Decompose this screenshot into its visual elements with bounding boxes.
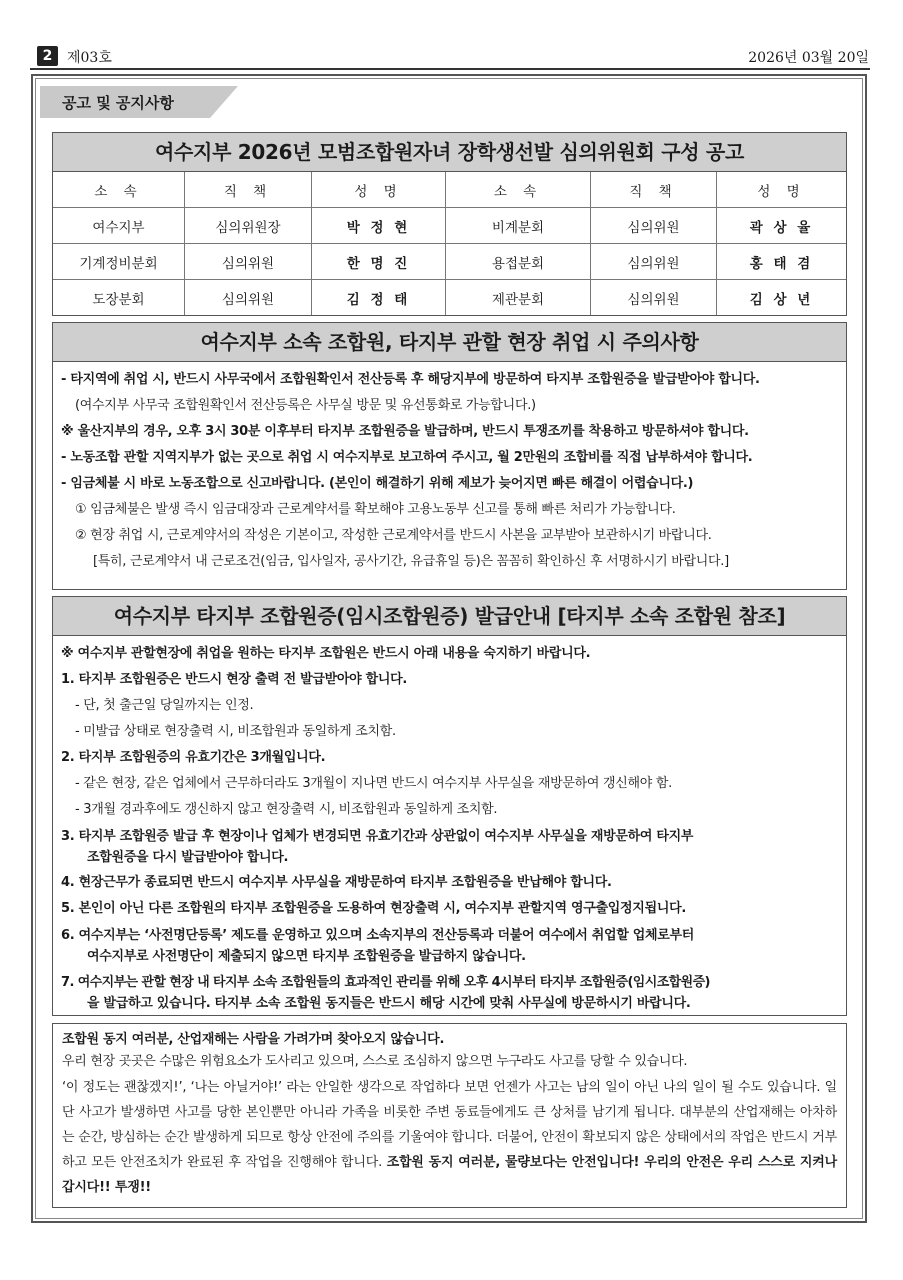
caution-body <box>53 362 846 575</box>
table-row <box>53 280 846 316</box>
cell-affiliation: 용접분회 <box>446 244 591 280</box>
cell-name: 홍 태 겸 <box>717 244 847 280</box>
cell-affiliation: 여수지부 <box>53 208 185 244</box>
committee-title: 여수지부 2026년 모범조합원자녀 장학생선발 심의위원회 구성 공고 <box>53 133 846 172</box>
cell-position: 심의위원 <box>591 280 717 316</box>
cell-name: 곽 상 율 <box>717 208 847 244</box>
caution-line: - 임금체불 시 바로 노동조합으로 신고바랍니다. (본인이 해결하기 위해 제보가 늦어지면 빠른 해결이 어렵습니다.) <box>61 476 694 491</box>
card-subitem: - 3개월 경과후에도 갱신하지 않고 현장출력 시, 비조합원과 동일하게 조치함. <box>75 802 498 817</box>
caution-line: - 타지역에 취업 시, 반드시 사무국에서 조합원확인서 전산등록 후 해당지부에 방문하여 타지부 조합원증을 발급받아야 합니다. <box>61 372 760 387</box>
cell-position: 심의위원 <box>591 208 717 244</box>
card-item: 1. 타지부 조합원증은 반드시 현장 출력 전 발급받아야 합니다. <box>61 672 408 687</box>
issue-number: 제03호 <box>67 50 112 66</box>
col-header: 직 책 <box>591 172 717 208</box>
col-header: 성 명 <box>717 172 847 208</box>
card-guide-title: 여수지부 타지부 조합원증(임시조합원증) 발급안내 [타지부 소속 조합원 참조] <box>53 597 846 636</box>
cell-affiliation: 기계정비분회 <box>53 244 185 280</box>
caution-title: 여수지부 소속 조합원, 타지부 관할 현장 취업 시 주의사항 <box>53 323 846 362</box>
employment-caution-notice <box>52 322 847 590</box>
card-item: 5. 본인이 아닌 다른 조합원의 타지부 조합원증을 도용하여 현장출력 시, 여수지부 관할지역 영구출입정지됩니다. <box>61 901 686 916</box>
card-subitem: - 같은 현장, 같은 업체에서 근무하더라도 3개월이 지나면 반드시 여수지부 사무실을 재방문하여 갱신해야 함. <box>75 776 672 791</box>
card-issuance-guide <box>52 596 847 1016</box>
cell-affiliation: 비계분회 <box>446 208 591 244</box>
committee-table <box>53 172 846 315</box>
table-row <box>53 208 846 244</box>
col-header: 직 책 <box>185 172 312 208</box>
card-item: 7. 여수지부는 관할 현장 내 타지부 소속 조합원들의 효과적인 관리를 위해 오후 4시부터 타지부 조합원증(임시조합원증) <box>61 975 710 990</box>
cell-position: 심의위원 <box>185 280 312 316</box>
col-header: 소 속 <box>53 172 185 208</box>
section-tab <box>40 86 238 118</box>
cell-affiliation: 도장분회 <box>53 280 185 316</box>
card-item-cont: 을 발급하고 있습니다. 타지부 소속 조합원 동지들은 반드시 해당 시간에 맞춰 사무실에 방문하시기 바랍니다. <box>87 996 691 1011</box>
caution-line: (여수지부 사무국 조합원확인서 전산등록은 사무실 방문 및 유선통화로 가능합니다.) <box>75 398 536 413</box>
header-rule <box>30 68 870 70</box>
card-subitem: - 단, 첫 출근일 당일까지는 인정. <box>75 698 254 713</box>
card-item: 2. 타지부 조합원증의 유효기간은 3개월입니다. <box>61 750 326 765</box>
caution-line: ① 임금체불은 발생 즉시 임금대장과 근로계약서를 확보해야 고용노동부 신고를 통해 빠른 처리가 가능합니다. <box>75 502 676 517</box>
cell-name: 한 명 진 <box>312 244 446 280</box>
page-header <box>37 44 869 68</box>
committee-notice <box>52 132 847 316</box>
card-item-cont: 여수지부로 사전명단이 제출되지 않으면 타지부 조합원증을 발급하지 않습니다. <box>87 949 526 964</box>
caution-line: ② 현장 취업 시, 근로계약서의 작성은 기본이고, 작성한 근로계약서를 반드시 사본을 교부받아 보관하시기 바랍니다. <box>75 528 712 543</box>
cell-position: 심의위원 <box>591 244 717 280</box>
card-item: 4. 현장근무가 종료되면 반드시 여수지부 사무실을 재방문하여 타지부 조합원증을 반납해야 합니다. <box>61 875 612 890</box>
col-header: 소 속 <box>446 172 591 208</box>
safety-closing: 조합원 동지 여러분, 물량보다는 안전입니다! 우리의 안전은 우리 스스로 지켜나갑시다!! 투쟁!! <box>62 1155 838 1195</box>
page-number: 2 <box>37 46 58 66</box>
cell-affiliation: 제관분회 <box>446 280 591 316</box>
card-item-cont: 조합원증을 다시 발급받아야 합니다. <box>87 850 289 865</box>
safety-intro: 우리 현장 곳곳은 수많은 위험요소가 도사리고 있으며, 스스로 조심하지 않으면 누구라도 사고를 당할 수 있습니다. <box>62 1054 688 1069</box>
cell-position: 심의위원장 <box>185 208 312 244</box>
cell-position: 심의위원 <box>185 244 312 280</box>
safety-paragraph <box>62 1075 837 1200</box>
caution-line: - 노동조합 관할 지역지부가 없는 곳으로 취업 시 여수지부로 보고하여 주시고, 월 2만원의 조합비를 직접 납부하셔야 합니다. <box>61 450 753 465</box>
issue-date: 2026년 03월 20일 <box>748 50 869 66</box>
card-intro: ※ 여수지부 관할현장에 취업을 원하는 타지부 조합원은 반드시 아래 내용을 숙지하기 바랍니다. <box>61 646 591 661</box>
committee-header-row <box>53 172 846 208</box>
card-subitem: - 미발급 상태로 현장출력 시, 비조합원과 동일하게 조치함. <box>75 724 396 739</box>
cell-name: 박 정 현 <box>312 208 446 244</box>
cell-name: 김 정 태 <box>312 280 446 316</box>
caution-line: [특히, 근로계약서 내 근로조건(임금, 입사일자, 공사기간, 유급휴일 등)은 꼼꼼히 확인하신 후 서명하시기 바랍니다.] <box>93 554 729 569</box>
card-item: 3. 타지부 조합원증 발급 후 현장이나 업체가 변경되면 유효기간과 상관없이 여수지부 사무실을 재방문하여 타지부 <box>61 829 694 844</box>
card-item: 6. 여수지부는 ‘사전명단등록’ 제도를 운영하고 있으며 소속지부의 전산등록과 더불어 여수에서 취업할 업체로부터 <box>61 928 695 943</box>
col-header: 성 명 <box>312 172 446 208</box>
safety-message <box>52 1023 847 1208</box>
table-row <box>53 244 846 280</box>
caution-line: ※ 울산지부의 경우, 오후 3시 30분 이후부터 타지부 조합원증을 발급하며, 반드시 투쟁조끼를 착용하고 방문하셔야 합니다. <box>61 424 749 439</box>
card-guide-body <box>53 636 846 1014</box>
section-label: 공고 및 공지사항 <box>62 94 174 112</box>
safety-body: ‘이 정도는 괜찮겠지!’, ‘나는 아닐거야!’ 라는 안일한 생각으로 작업하다 보면 언젠가 사고는 남의 일이 아닌 나의 일이 될 수도 있습니다. 일단 사고가 발생하면 사고를 당한 본인뿐만 아니라 가족을 비롯한 주변 동료들에게도 큰 상처를 남기게 됩니다. 대부분의 산업재해는 아차하는 순간, 방심하는 순간 발생하게 되므로 항상 안전에 주의를 기울여야 합니다. 더불어, 안전이 확보되지 않은 상태에서의 작업은 반드시 거부하고 모든 안전조치가 완료된 후 작업을 진행해야 합니다. <box>62 1080 837 1170</box>
safety-heading: 조합원 동지 여러분, 산업재해는 사람을 가려가며 찾아오지 않습니다. <box>62 1032 445 1047</box>
cell-name: 김 상 년 <box>749 291 814 308</box>
